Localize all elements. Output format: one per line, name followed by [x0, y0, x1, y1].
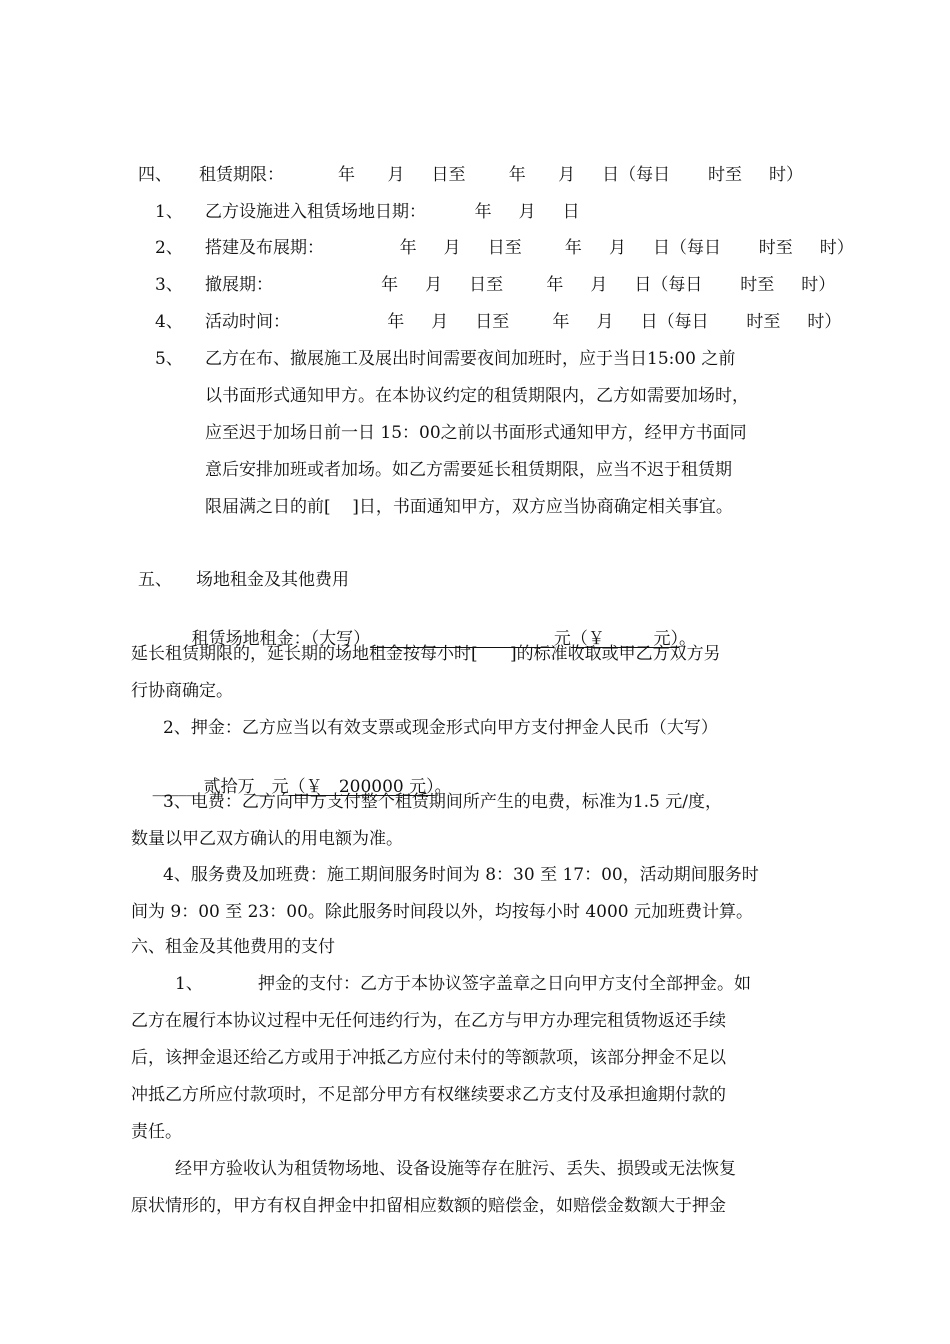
- deposit-amount-figure: （￥ 200000 元）: [288, 777, 435, 797]
- section-6-title: 六、租金及其他费用的支付: [131, 937, 335, 957]
- electricity-line: 数量以甲乙双方确认的用电额为准。: [131, 829, 403, 849]
- rent-unit: 元: [553, 629, 571, 649]
- section-5-title: 场地租金及其他费用: [196, 570, 349, 590]
- section-4-title: 租赁期限： 年 月 日至 年 月 日（每日 时至 时）: [199, 165, 803, 185]
- rent-figure: （￥ 元）: [570, 629, 679, 649]
- rent-extension-line: 行协商确定。: [131, 681, 233, 701]
- item-5-line: 乙方在布、撤展施工及展出时间需要夜间加班时，应于当日15:00 之前: [205, 349, 736, 369]
- payment-item-1-number: 1、: [175, 974, 203, 994]
- item-5-number: 5、: [155, 349, 183, 369]
- deposit-amount-words: ______贰拾万__元: [152, 777, 289, 797]
- rent-extension-line: 延长租赁期限的，延长期的场地租金按每小时[ ]的标准收取或甲乙方双方另: [131, 644, 721, 664]
- section-5-heading: 五、: [138, 570, 172, 590]
- section-4-heading: 四、: [138, 165, 172, 185]
- item-4-number: 4、: [155, 312, 183, 332]
- payment-item-1-line: 冲抵乙方所应付款项时，不足部分甲方有权继续要求乙方支付及承担逾期付款的: [131, 1085, 726, 1105]
- deposit-period: 。: [434, 777, 452, 797]
- service-fee-line: 间为 9：00 至 23：00。除此服务时间段以外，均按每小时 4000 元加班费计算。: [131, 902, 753, 922]
- item-5-line: 限届满之日的前[ ]日，书面通知甲方，双方应当协商确定相关事宜。: [205, 497, 733, 517]
- item-4-text: 活动时间： 年 月 日至 年 月 日（每日 时至 时）: [205, 312, 842, 332]
- inspection-paragraph-line: 经甲方验收认为租赁物场地、设备设施等存在脏污、丢失、损毁或无法恢复: [175, 1159, 736, 1179]
- rent-period: 。: [679, 629, 696, 649]
- item-5-line: 以书面形式通知甲方。在本协议约定的租赁期限内，乙方如需要加场时，: [205, 386, 749, 406]
- item-5-line: 意后安排加班或者加场。如乙方需要延长租赁期限，应当不迟于租赁期: [205, 460, 732, 480]
- item-3-text: 撤展期： 年 月 日至 年 月 日（每日 时至 时）: [205, 275, 836, 295]
- rent-label: 租赁场地租金：（大写）: [191, 629, 371, 649]
- electricity-line: 3、电费：乙方向甲方支付整个租赁期间所产生的电费，标准为1.5 元/度，: [163, 792, 722, 812]
- service-fee-line: 4、服务费及加班费：施工期间服务时间为 8：30 至 17：00，活动期间服务时: [163, 865, 759, 885]
- item-2-text: 搭建及布展期： 年 月 日至 年 月 日（每日 时至 时）: [205, 238, 854, 258]
- item-2-number: 2、: [155, 238, 183, 258]
- deposit-line: 2、押金：乙方应当以有效支票或现金形式向甲方支付押金人民币（大写）: [163, 718, 718, 738]
- item-3-number: 3、: [155, 275, 183, 295]
- payment-item-1-line: 押金的支付：乙方于本协议签字盖章之日向甲方支付全部押金。如: [258, 974, 751, 994]
- inspection-paragraph-line: 原状情形的，甲方有权自押金中扣留相应数额的赔偿金，如赔偿金数额大于押金: [131, 1196, 726, 1216]
- payment-item-1-line: 后，该押金退还给乙方或用于冲抵乙方应付未付的等额款项，该部分押金不足以: [131, 1048, 726, 1068]
- payment-item-1-line: 责任。: [131, 1122, 182, 1142]
- item-1-number: 1、: [155, 202, 183, 222]
- payment-item-1-line: 乙方在履行本协议过程中无任何违约行为，在乙方与甲方办理完租赁物返还手续: [131, 1011, 726, 1031]
- item-5-line: 应至迟于加场日前一日 15：00之前以书面形式通知甲方，经甲方书面同: [205, 423, 747, 443]
- item-1-text: 乙方设施进入租赁场地日期： 年 月 日: [205, 202, 580, 222]
